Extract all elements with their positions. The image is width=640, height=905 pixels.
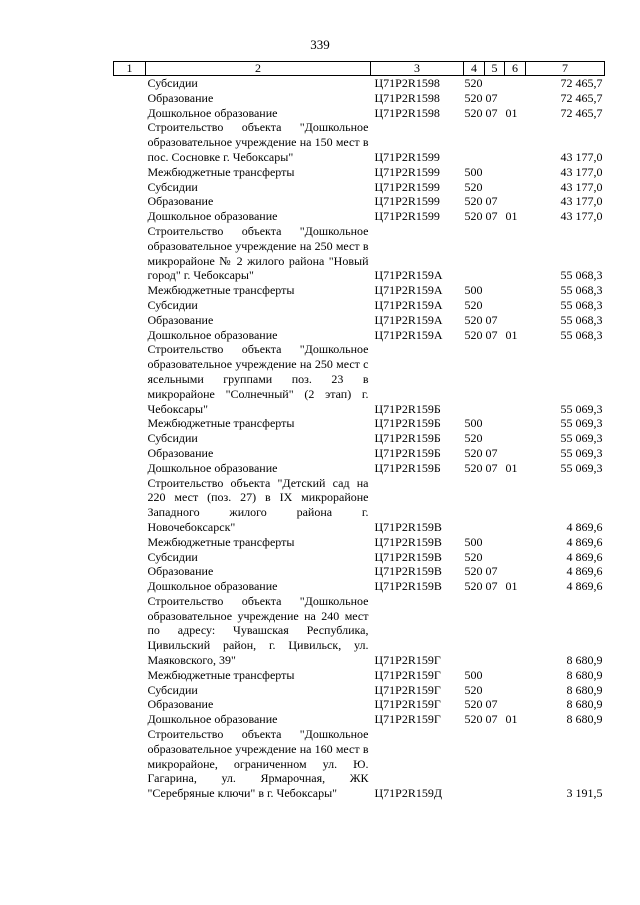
row-amount: 55 068,3 (560, 268, 603, 283)
row-spacer-cell (114, 535, 146, 550)
row-code: Ц71P2R159Г (374, 712, 441, 727)
row-col5: 07 (485, 209, 498, 224)
row-col5 (485, 224, 505, 283)
row-col5 (485, 683, 505, 698)
row-col5 (485, 727, 505, 801)
row-code: Ц71P2R159Б (374, 431, 441, 446)
row-amount: 55 068,3 (560, 283, 603, 298)
row-code: Ц71P2R159Б (374, 445, 441, 460)
row-col6 (505, 564, 526, 579)
row-col6 (505, 91, 526, 106)
row-code: Ц71P2R159В (374, 534, 442, 549)
table-row (114, 224, 605, 283)
table-row (114, 564, 605, 579)
row-spacer-cell (114, 594, 146, 668)
table-row (114, 165, 605, 180)
row-code: Ц71P2R1599 (374, 209, 440, 224)
row-col4: 520 (464, 549, 483, 564)
row-col5: 07 (485, 327, 498, 342)
row-amount: 43 177,0 (560, 194, 603, 209)
row-name: Образование (147, 312, 214, 327)
row-amount: 43 177,0 (560, 164, 603, 179)
table-row (114, 76, 605, 91)
table-row (114, 668, 605, 683)
row-spacer-cell (114, 76, 146, 91)
row-name: Дошкольное образование (147, 460, 278, 475)
row-spacer-cell (114, 209, 146, 224)
row-code: Ц71P2R159A (374, 297, 443, 312)
row-amount: 55 068,3 (560, 327, 603, 342)
row-col4: 520 (464, 697, 483, 712)
row-name: Дошкольное образование (147, 209, 278, 224)
row-spacer-cell (114, 91, 146, 106)
table-row (114, 180, 605, 195)
row-col6 (505, 165, 526, 180)
row-name: Субсидии (147, 76, 198, 90)
header-col-1: 1 (114, 62, 146, 76)
row-spacer-cell (114, 416, 146, 431)
row-amount: 55 069,3 (560, 445, 603, 460)
row-spacer-cell (114, 712, 146, 727)
table-row (114, 91, 605, 106)
row-amount: 55 068,3 (560, 312, 603, 327)
row-spacer-cell (114, 120, 146, 164)
row-col5: 07 (485, 105, 498, 120)
row-col6: 01 (505, 712, 518, 727)
row-spacer-cell (114, 283, 146, 298)
row-amount: 43 177,0 (560, 149, 603, 164)
row-spacer-cell (114, 564, 146, 579)
row-amount: 55 068,3 (560, 297, 603, 312)
row-col5 (485, 476, 505, 535)
row-name: Межбюджетные трансферты (147, 534, 295, 549)
table-row (114, 727, 605, 801)
row-spacer-cell (114, 180, 146, 195)
row-name: Образование (147, 90, 214, 105)
row-name: Субсидии (147, 297, 198, 312)
row-col4: 520 (464, 179, 483, 194)
row-name: Субсидии (147, 431, 198, 446)
row-col5 (485, 120, 505, 164)
row-name: Дошкольное образование (147, 712, 278, 727)
row-col5 (485, 431, 505, 446)
row-code: Ц71P2R159Г (374, 682, 441, 697)
row-col4: 520 (464, 327, 483, 342)
row-col5 (485, 668, 505, 683)
budget-table (113, 61, 605, 801)
row-col5 (485, 298, 505, 313)
table-row (114, 313, 605, 328)
row-spacer-cell (114, 298, 146, 313)
row-col4 (464, 224, 485, 283)
row-col6 (505, 535, 526, 550)
row-name: Дошкольное образование (147, 327, 278, 342)
row-col6: 01 (505, 460, 518, 475)
row-col6 (505, 550, 526, 565)
row-amount: 8 680,9 (566, 697, 603, 712)
row-col6 (505, 224, 526, 283)
row-amount: 8 680,9 (566, 653, 603, 668)
row-col6 (505, 342, 526, 416)
row-col6 (505, 683, 526, 698)
row-col5: 07 (485, 579, 498, 594)
row-col6 (505, 313, 526, 328)
table-row (114, 683, 605, 698)
row-col5: 07 (485, 194, 498, 209)
row-col4: 520 (464, 460, 483, 475)
row-spacer-cell (114, 106, 146, 121)
row-amount: 4 869,6 (566, 519, 603, 534)
row-col6 (505, 727, 526, 801)
row-spacer-cell (114, 194, 146, 209)
header-col-3: 3 (371, 62, 464, 76)
row-col5 (485, 180, 505, 195)
row-spacer-cell (114, 224, 146, 283)
row-col6: 01 (505, 579, 518, 594)
row-spacer-cell (114, 165, 146, 180)
table-row (114, 342, 605, 416)
row-spacer-cell (114, 461, 146, 476)
row-col4: 520 (464, 297, 483, 312)
row-code: Ц71P2R1598 (374, 90, 440, 105)
row-code: Ц71P2R159Г (374, 697, 441, 712)
row-col4 (464, 727, 485, 801)
row-amount: 43 177,0 (560, 179, 603, 194)
row-col4: 520 (464, 209, 483, 224)
row-amount: 55 069,3 (560, 460, 603, 475)
row-spacer-cell (114, 328, 146, 343)
row-code: Ц71P2R159В (374, 564, 442, 579)
page-number: 339 (310, 37, 330, 52)
row-amount: 72 465,7 (560, 76, 603, 90)
row-code: Ц71P2R159Д (374, 786, 443, 801)
row-col6 (505, 283, 526, 298)
row-code: Ц71P2R159В (374, 519, 442, 534)
row-col5: 07 (485, 460, 498, 475)
row-name: Образование (147, 564, 214, 579)
row-col4: 520 (464, 431, 483, 446)
row-spacer-cell (114, 579, 146, 594)
table-header-row (114, 62, 605, 76)
row-code: Ц71P2R159Б (374, 401, 441, 416)
row-name: Образование (147, 194, 214, 209)
row-col5 (485, 76, 505, 91)
row-spacer-cell (114, 668, 146, 683)
row-code: Ц71P2R159Б (374, 460, 441, 475)
table-row (114, 209, 605, 224)
row-col6: 01 (505, 105, 518, 120)
row-col6 (505, 120, 526, 164)
row-spacer-cell (114, 683, 146, 698)
row-col6: 01 (505, 209, 518, 224)
row-code: Ц71P2R159A (374, 268, 443, 283)
row-col4: 500 (464, 667, 483, 682)
row-name: Строительство объекта "Дошкольное образовательное учреждение на 250 мест с ясельными группами поз. 23 в микрорайоне "Солнечный" (2 этап) г. Чебоксары" (147, 342, 369, 416)
row-col5: 07 (485, 564, 498, 579)
row-col4: 520 (464, 312, 483, 327)
row-col4: 520 (464, 579, 483, 594)
row-col6 (505, 416, 526, 431)
table-row (114, 476, 605, 535)
row-col4: 520 (464, 564, 483, 579)
row-code: Ц71P2R159В (374, 549, 442, 564)
row-name: Строительство объекта "Детский сад на 220 мест (поз. 27) в IX микрорайоне Западного жилого района г. Новочебоксарск" (147, 475, 369, 534)
header-col-2: 2 (146, 62, 371, 76)
row-amount: 4 869,6 (566, 549, 603, 564)
row-col5: 07 (485, 312, 498, 327)
row-spacer-cell (114, 476, 146, 535)
row-col6 (505, 194, 526, 209)
row-col4: 500 (464, 416, 483, 431)
row-code: Ц71P2R1599 (374, 179, 440, 194)
row-name: Образование (147, 445, 214, 460)
row-col5: 07 (485, 697, 498, 712)
table-row (114, 328, 605, 343)
header-col-7: 7 (526, 62, 605, 76)
row-amount: 8 680,9 (566, 682, 603, 697)
row-code: Ц71P2R1598 (374, 105, 440, 120)
row-col4: 520 (464, 445, 483, 460)
row-amount: 72 465,7 (560, 105, 603, 120)
row-code: Ц71P2R159A (374, 312, 443, 327)
row-amount: 55 069,3 (560, 416, 603, 431)
row-code: Ц71P2R159Б (374, 416, 441, 431)
row-col4: 520 (464, 105, 483, 120)
table-row (114, 106, 605, 121)
row-col4: 520 (464, 712, 483, 727)
table-row (114, 712, 605, 727)
row-amount: 55 069,3 (560, 431, 603, 446)
row-col4: 500 (464, 164, 483, 179)
row-col6 (505, 446, 526, 461)
row-col5 (485, 283, 505, 298)
row-col4: 500 (464, 534, 483, 549)
row-code: Ц71P2R1598 (374, 76, 440, 90)
table-row (114, 697, 605, 712)
row-col5: 07 (485, 445, 498, 460)
row-name: Субсидии (147, 179, 198, 194)
row-name: Дошкольное образование (147, 579, 278, 594)
row-col5 (485, 342, 505, 416)
table-row (114, 416, 605, 431)
row-amount: 4 869,6 (566, 579, 603, 594)
row-name: Образование (147, 697, 214, 712)
row-spacer-cell (114, 727, 146, 801)
row-name: Строительство объекта "Дошкольное образовательное учреждение на 160 мест в микрорайоне, ограниченном ул. Ю. Гагарина, ул. Ярмарочная, ЖК "Серебряные ключи" в г. Чебоксары" (147, 727, 369, 801)
row-col5 (485, 550, 505, 565)
row-amount: 43 177,0 (560, 209, 603, 224)
row-spacer-cell (114, 431, 146, 446)
row-col6 (505, 594, 526, 668)
row-code: Ц71P2R159A (374, 327, 443, 342)
row-col6 (505, 476, 526, 535)
row-spacer-cell (114, 342, 146, 416)
row-col6 (505, 431, 526, 446)
row-amount: 4 869,6 (566, 534, 603, 549)
row-name: Межбюджетные трансферты (147, 283, 295, 298)
row-code: Ц71P2R159A (374, 283, 443, 298)
table-row (114, 298, 605, 313)
header-col-6: 6 (505, 62, 526, 76)
table-row (114, 283, 605, 298)
row-name: Дошкольное образование (147, 105, 278, 120)
row-name: Субсидии (147, 549, 198, 564)
table-row (114, 535, 605, 550)
row-name: Межбюджетные трансферты (147, 416, 295, 431)
row-code: Ц71P2R1599 (374, 149, 440, 164)
row-code: Ц71P2R1599 (374, 194, 440, 209)
row-code: Ц71P2R159В (374, 579, 442, 594)
row-col6: 01 (505, 327, 518, 342)
table-row (114, 461, 605, 476)
header-col-4: 4 (464, 62, 485, 76)
table-row (114, 120, 605, 164)
table-body (114, 76, 605, 802)
row-col5 (485, 416, 505, 431)
row-col4: 520 (464, 90, 483, 105)
row-name: Строительство объекта "Дошкольное образовательное учреждение на 240 мест по адресу: Чувашская Республика, Цивильский район, г. Цивильск, ул. Маяковского, 39" (147, 593, 369, 668)
row-code: Ц71P2R1599 (374, 164, 440, 179)
row-col4: 500 (464, 283, 483, 298)
row-amount: 55 069,3 (560, 401, 603, 416)
row-col5 (485, 165, 505, 180)
table-row (114, 579, 605, 594)
row-col5: 07 (485, 90, 498, 105)
row-col6 (505, 76, 526, 91)
table-row (114, 550, 605, 565)
table-row (114, 194, 605, 209)
row-spacer-cell (114, 446, 146, 461)
row-col4: 520 (464, 682, 483, 697)
row-name: Межбюджетные трансферты (147, 667, 295, 682)
row-amount: 8 680,9 (566, 712, 603, 727)
row-name: Строительство объекта "Дошкольное образовательное учреждение на 150 мест в пос. Сосновке г. Чебоксары" (147, 120, 369, 164)
table-row (114, 431, 605, 446)
row-col6 (505, 668, 526, 683)
row-code: Ц71P2R159Г (374, 653, 441, 668)
row-col4 (464, 120, 485, 164)
table-row (114, 446, 605, 461)
row-col4 (464, 594, 485, 668)
row-col4 (464, 476, 485, 535)
header-col-5: 5 (485, 62, 505, 76)
row-amount: 72 465,7 (560, 90, 603, 105)
row-name: Межбюджетные трансферты (147, 164, 295, 179)
row-amount: 8 680,9 (566, 667, 603, 682)
row-name: Субсидии (147, 682, 198, 697)
row-code: Ц71P2R159Г (374, 667, 441, 682)
row-amount: 4 869,6 (566, 564, 603, 579)
row-col5: 07 (485, 712, 498, 727)
row-col4: 520 (464, 76, 483, 90)
row-col4: 520 (464, 194, 483, 209)
row-amount: 3 191,5 (566, 786, 603, 801)
row-spacer-cell (114, 550, 146, 565)
row-spacer-cell (114, 697, 146, 712)
row-col4 (464, 342, 485, 416)
row-name: Строительство объекта "Дошкольное образовательное учреждение на 250 мест в микрорайоне № 2 жилого района "Новый город" г. Чебоксары" (147, 223, 369, 283)
row-spacer-cell (114, 313, 146, 328)
row-col6 (505, 697, 526, 712)
row-col5 (485, 535, 505, 550)
row-col5 (485, 594, 505, 668)
table-row (114, 594, 605, 668)
row-col6 (505, 298, 526, 313)
row-col6 (505, 180, 526, 195)
